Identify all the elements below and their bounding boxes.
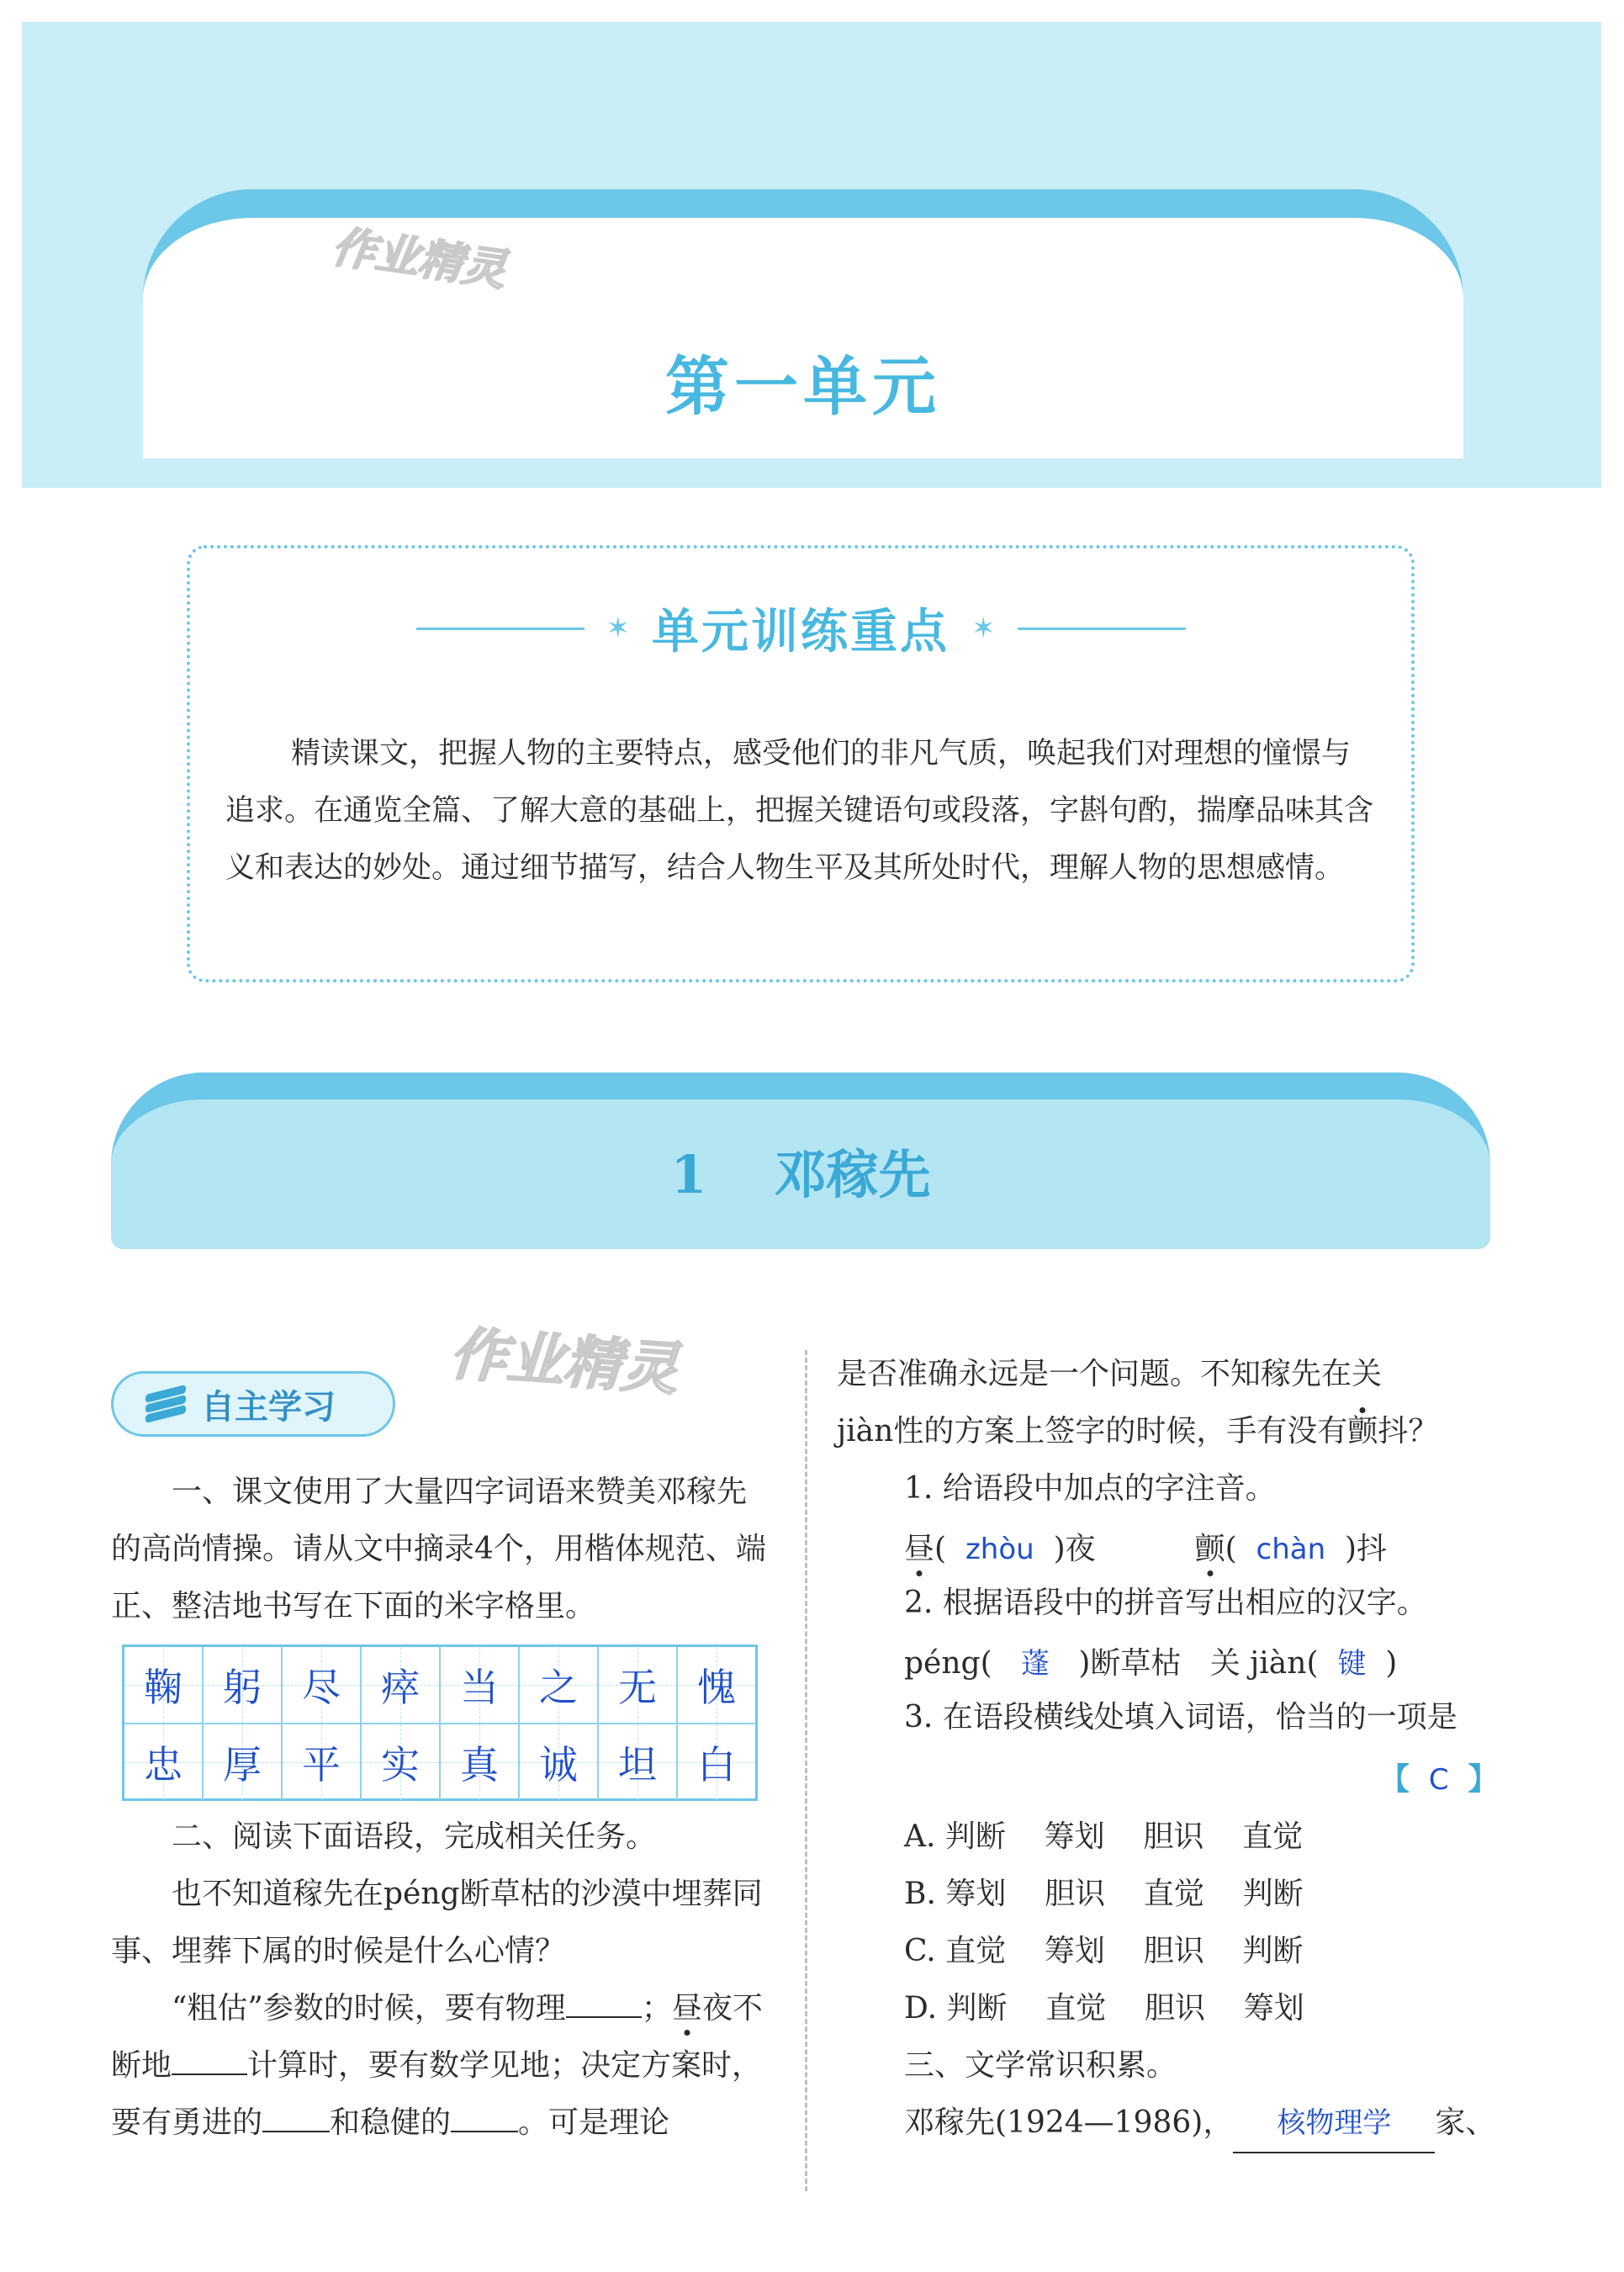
grid-row-1: [124, 1647, 755, 1723]
answer-chan: chàn: [1256, 1533, 1326, 1566]
star-icon: ✶: [606, 612, 630, 645]
passage-continued-2: jiàn性的方案上签字的时候，手有没有颤抖？: [837, 1414, 1439, 1448]
grid-cell: 忠: [124, 1724, 202, 1800]
divider-line: [1018, 628, 1186, 630]
grid-cell: 愧: [676, 1647, 755, 1723]
focus-text: 精读课文，把握人物的主要特点，感受他们的非凡气质，唤起我们对理想的憧憬与追求。在通览全篇、了解大意的基础上，把握关键语句或段落，字斟句酌，揣摩品味其含义和表达的妙处。通过细节描写，结合人物生平及其所处时代，理解人物的思想感情。: [225, 737, 1374, 885]
answer-blank: [451, 2131, 518, 2132]
grid-cell: 无: [597, 1647, 676, 1723]
answer-zhou: zhòu: [965, 1533, 1034, 1566]
grid-cell: 尽: [281, 1647, 360, 1723]
question-2: 二、阅读下面语段，完成相关任务。: [172, 1819, 657, 1854]
books-icon: [145, 1388, 186, 1420]
answer-blank: [262, 2131, 330, 2132]
option-c: C. 直觉 筹划 胆识 判断: [904, 1934, 1304, 1968]
lesson-number: 1: [670, 1144, 707, 1205]
answer-nuclear-physics: 核物理学: [1277, 2106, 1392, 2140]
grid-cell: 鞠: [124, 1647, 202, 1723]
passage-paragraph-2: “粗估”参数的时候，要有物理 ；昼夜不断地 计算时，要有数学见地；决定方案时，要有勇进的 和稳健的 。可是理论: [111, 1991, 763, 2140]
lesson-banner: [111, 1072, 1490, 1249]
task-2: 2. 根据语段中的拼音写出相应的汉字。: [904, 1586, 1427, 1620]
grid-cell: 之: [518, 1647, 597, 1723]
question-3-line: 邓稼先(1924—1986)， 核物理学 家、: [904, 2095, 1510, 2153]
grid-cell: 平: [281, 1724, 360, 1800]
grid-cell: 厚: [202, 1724, 281, 1800]
unit-title: 第一单元: [665, 349, 941, 424]
answer-blank: [1233, 2095, 1435, 2153]
grid-cell: 实: [360, 1724, 439, 1800]
question-3: 三、文学常识积累。: [904, 2048, 1177, 2083]
divider-line: [416, 628, 585, 630]
grid-cell: 当: [439, 1647, 518, 1723]
option-a: A. 判断 筹划 胆识 直觉: [904, 1819, 1304, 1854]
watermark-top: 作业精灵: [329, 221, 510, 297]
focus-title-row: [190, 599, 1411, 658]
grid-cell: 白: [676, 1724, 755, 1800]
passage-continued-1: 是否准确永远是一个问题。不知稼先在关: [837, 1357, 1383, 1391]
grid-cell: 躬: [202, 1647, 281, 1723]
unit-focus-box: [187, 545, 1415, 982]
option-b: B. 筹划 胆识 直觉 判断: [904, 1877, 1304, 1911]
grid-cell: 真: [439, 1724, 518, 1800]
watermark-middle: 作业精灵: [447, 1321, 681, 1404]
task-3: 3. 在语段横线处填入词语，恰当的一项是: [904, 1700, 1457, 1734]
lesson-name: 邓稼先: [774, 1144, 931, 1205]
grid-cell: 诚: [518, 1724, 597, 1800]
section-badge: [111, 1371, 395, 1437]
option-d: D. 判断 直觉 胆识 筹划: [904, 1991, 1304, 2026]
answer-blank: [172, 2073, 247, 2075]
section-label: 自主学习: [201, 1387, 336, 1427]
lesson-title: [111, 1133, 1490, 1208]
answer-jian: 键: [1337, 1647, 1367, 1681]
answer-blank: [566, 2016, 642, 2018]
task-2-answers: péng( 蓬 )断草枯 关 jiàn( 键 ): [904, 1646, 1398, 1681]
focus-title: 单元训练重点: [652, 604, 950, 659]
passage-paragraph-1: 也不知道稼先在péng断草枯的沙漠中埋葬同事、埋葬下属的时候是什么心情？: [111, 1877, 763, 1968]
column-divider: [805, 1350, 807, 2191]
mizige-grid: [122, 1644, 758, 1801]
answer-peng: 蓬: [1020, 1647, 1050, 1681]
task-1: 1. 给语段中加点的字注音。: [904, 1471, 1276, 1506]
answer-choice: C: [1428, 1763, 1449, 1797]
grid-cell: 瘁: [360, 1647, 439, 1723]
grid-row-2: [124, 1723, 755, 1800]
question-1: 一、课文使用了大量四字词语来赞美邓稼先的高尚情操。请从文中摘录4个，用楷体规范、端正、整洁地书写在下面的米字格里。: [111, 1475, 766, 1623]
grid-cell: 坦: [597, 1724, 676, 1800]
task-1-answers: 昼( zhòu )夜 颤( chàn )抖: [904, 1532, 1388, 1566]
star-icon: ✶: [971, 612, 996, 645]
task-3-answer: 【 C 】: [1379, 1762, 1499, 1797]
